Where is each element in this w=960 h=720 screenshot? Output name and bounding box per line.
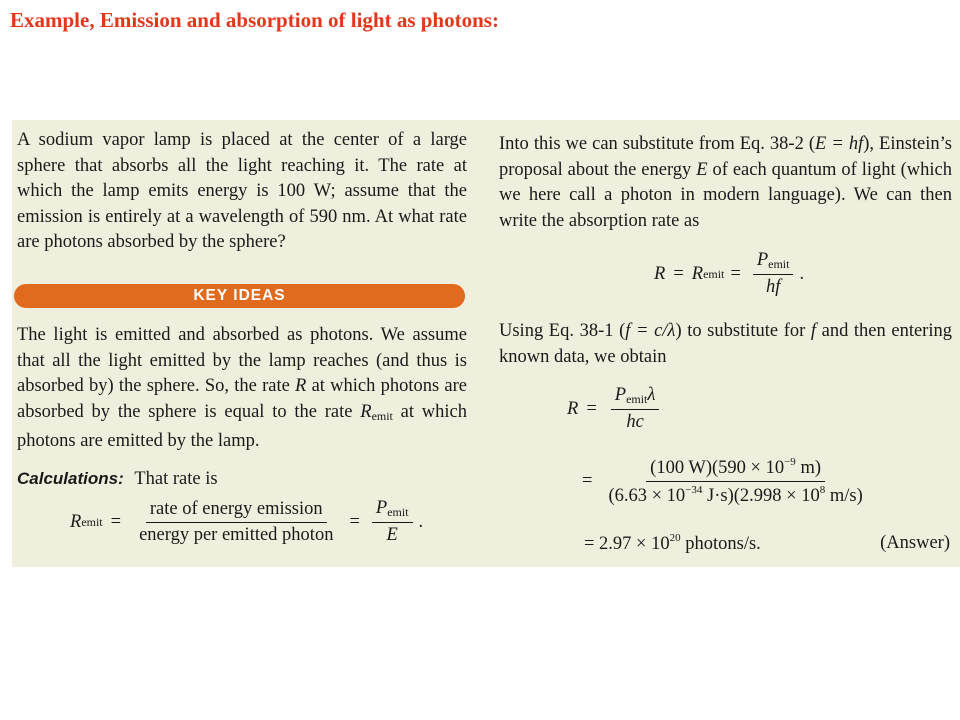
key-ideas-banner: KEY IDEAS (14, 284, 465, 308)
left-column (17, 128, 467, 256)
absorption-rate-equation: R = R emit = $\frac{P_{emit}}{hf}$ . (654, 250, 805, 297)
key-ideas-body (17, 323, 467, 455)
rate-formula-equation: R = $\frac{P_{emit}\lambda}{hc}$ (567, 385, 665, 433)
problem-statement: A sodium vapor lamp is placed at the center of a large sphere that absorbs all the light reaching it. The rate at which the lamp emits energy is 100 W; assume that the emission is entirely at a wavelength of 590 nm. At what rate are photons absorbed by the sphere? (17, 130, 467, 252)
calculations-text: That rate is (134, 469, 218, 489)
numeric-substitution-equation: = $\frac{(100 W)(590 \times 10^{-9} m)}{(6.63 \times 10^{-34} J\cdot s)(2.998 \times 10^8 m/s)}$ (582, 456, 873, 507)
calculations-line (17, 466, 467, 493)
eq-denominator-text: energy per emitted photon (139, 524, 334, 545)
right-column-intro (499, 132, 952, 234)
textbook-example-panel (12, 120, 960, 567)
calculations-label: Calculations: (17, 469, 124, 488)
emission-rate-equation: R emit = $\frac{\text{rate of energy emission}}{\text{energy per emitted photon}}$ = $\frac{P_{emit}}{E}$ . (70, 498, 424, 545)
using-eq-paragraph: Using Eq. 38-1 (f = c/λ) to substitute for f and then entering known data, we obtain (499, 321, 952, 367)
numeric-denominator: ($6.63 \times 10^{-34}$ $J\cdot s)(2.998 \times 10^8$ m/s) (608, 484, 863, 506)
key-ideas-text: The light is emitted and absorbed as photons. We assume that all the light emitted by the lamp reaches (and thus is absorbed by) the sphere. So, the rate R at which photons are absorbed by the sphere is equal to the rate $R_{emit}$ at which photons are emitted by the lamp. (17, 325, 467, 451)
slide-title: Example, Emission and absorption of light as photons: (10, 8, 499, 32)
eq-numerator-text: rate of energy emission (146, 499, 327, 523)
numeric-numerator: (100 $W)(590 \times 10^{-9}$ m) (646, 456, 825, 482)
result-value: = $2.97 \times 10^{20}$ photons/s. (584, 532, 761, 554)
substitution-paragraph: Into this we can substitute from Eq. 38-2 (E = hf), Einstein’s proposal about the energy E of each quantum of light (which we here call a photon in modern language). We can then write the absorption rate as (499, 134, 952, 231)
answer-label: (Answer) (880, 533, 950, 553)
result-line (584, 532, 950, 555)
